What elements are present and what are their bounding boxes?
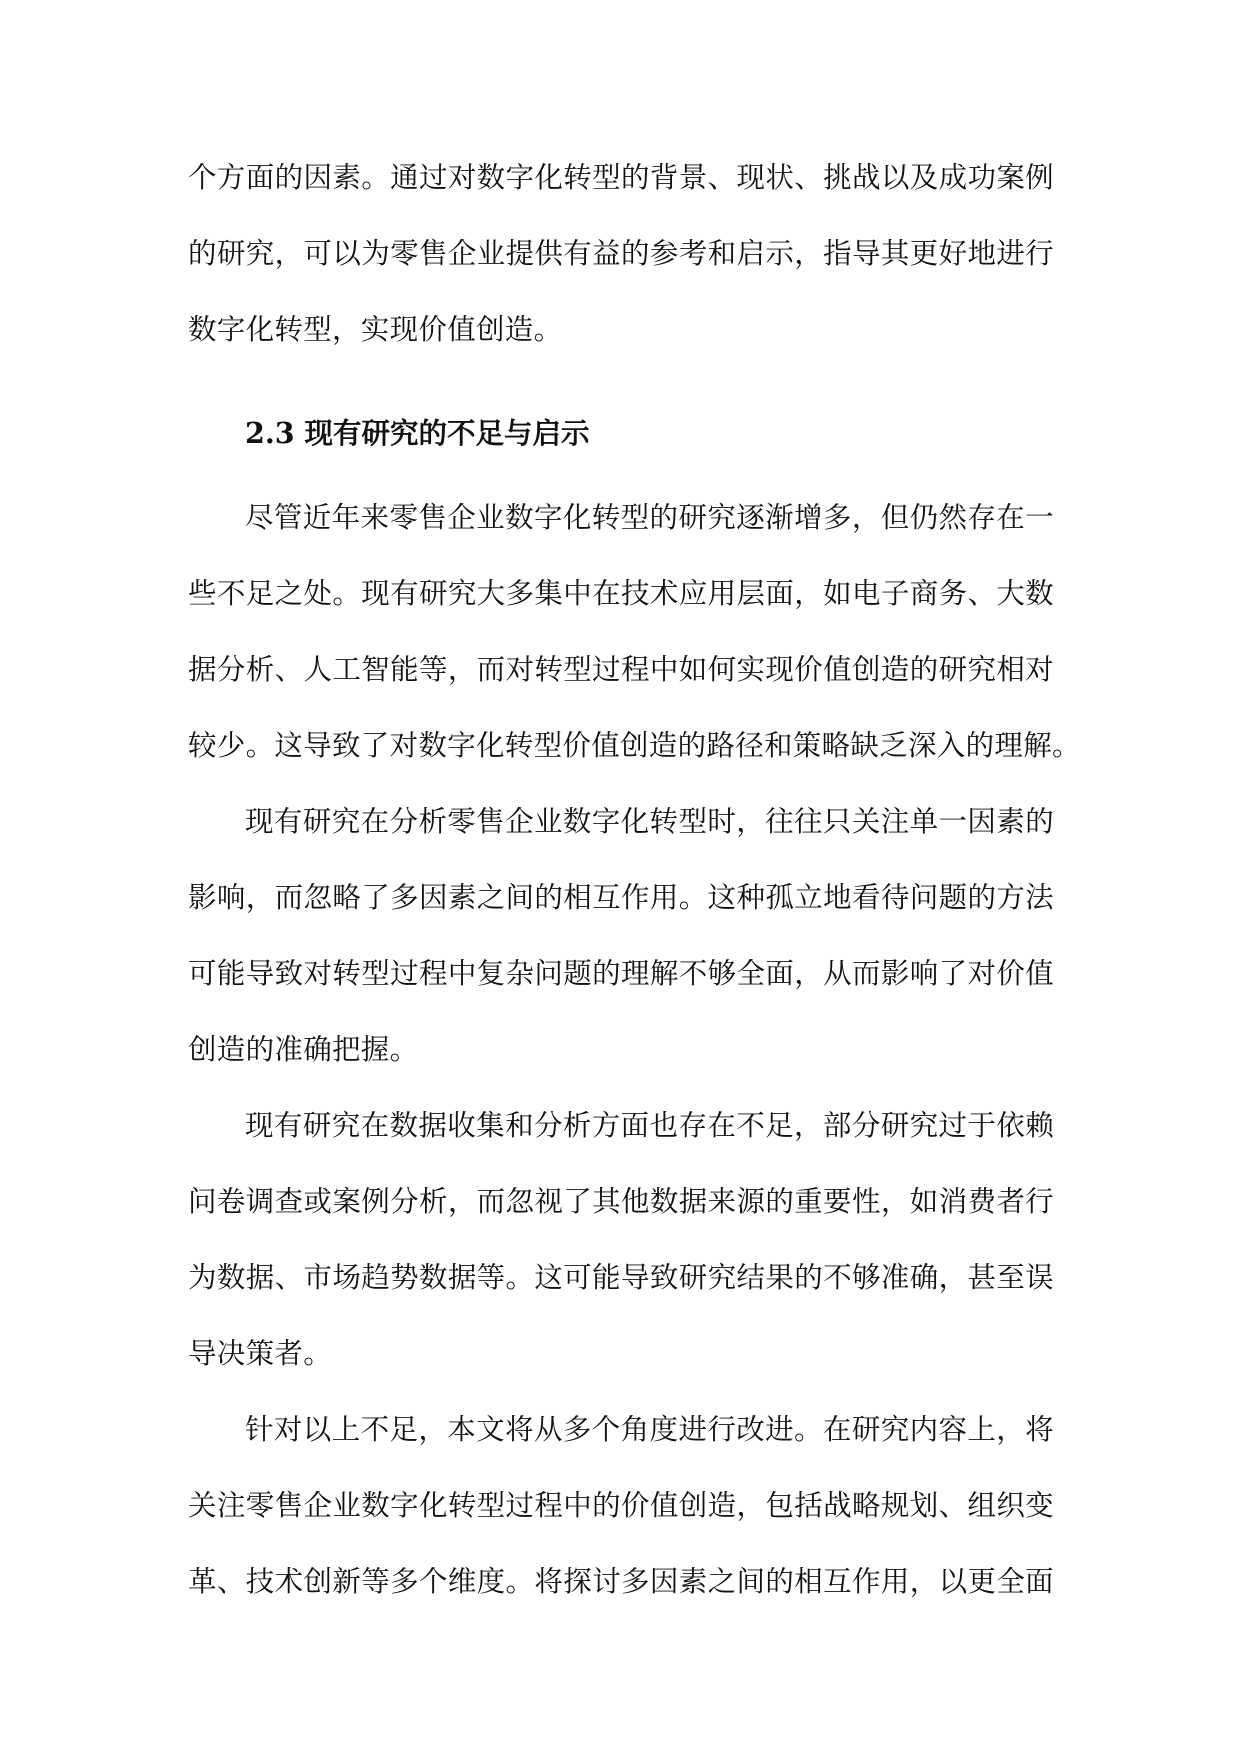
paragraph-continued: [188, 140, 1054, 368]
paragraph: [188, 1088, 1054, 1392]
text-line: 较少。这导致了对数字化转型价值创造的路径和策略缺乏深入的理解。: [188, 729, 1081, 762]
section-heading: [188, 386, 1054, 480]
text-line: 尽管近年来零售企业数字化转型的研究逐渐增多，但仍然存在一: [245, 501, 1054, 534]
text-line: 据分析、人工智能等，而对转型过程中如何实现价值创造的研究相对: [188, 653, 1054, 686]
text-line: 现有研究在分析零售企业数字化转型时，往往只关注单一因素的: [245, 805, 1054, 838]
paragraph: [188, 784, 1054, 1088]
section-title: 现有研究的不足与启示: [304, 416, 590, 450]
text-line: 关注零售企业数字化转型过程中的价值创造，包括战略规划、组织变: [188, 1489, 1054, 1522]
text-line: 针对以上不足，本文将从多个角度进行改进。在研究内容上，将: [245, 1413, 1054, 1446]
spacer: [188, 368, 1054, 386]
section-number: 2.3: [245, 416, 295, 450]
paragraph: [188, 1392, 1054, 1620]
text-line: 创造的准确把握。: [188, 1033, 419, 1066]
paragraph: [188, 480, 1081, 784]
text-line: 个方面的因素。通过对数字化转型的背景、现状、挑战以及成功案例: [188, 161, 1054, 194]
text-line: 现有研究在数据收集和分析方面也存在不足，部分研究过于依赖: [245, 1109, 1054, 1142]
text-line: 导决策者。: [188, 1337, 333, 1370]
document-body: [188, 140, 1081, 1620]
text-line: 可能导致对转型过程中复杂问题的理解不够全面，从而影响了对价值: [188, 957, 1054, 990]
text-line: 影响，而忽略了多因素之间的相互作用。这种孤立地看待问题的方法: [188, 881, 1054, 914]
text-line: 问卷调查或案例分析，而忽视了其他数据来源的重要性，如消费者行: [188, 1185, 1054, 1218]
text-line: 的研究，可以为零售企业提供有益的参考和启示，指导其更好地进行: [188, 237, 1054, 270]
text-line: 些不足之处。现有研究大多集中在技术应用层面，如电子商务、大数: [188, 577, 1054, 610]
text-line: 革、技术创新等多个维度。将探讨多因素之间的相互作用，以更全面: [188, 1565, 1054, 1598]
text-line: 为数据、市场趋势数据等。这可能导致研究结果的不够准确，甚至误: [188, 1261, 1054, 1294]
text-line: 数字化转型，实现价值创造。: [188, 313, 563, 346]
